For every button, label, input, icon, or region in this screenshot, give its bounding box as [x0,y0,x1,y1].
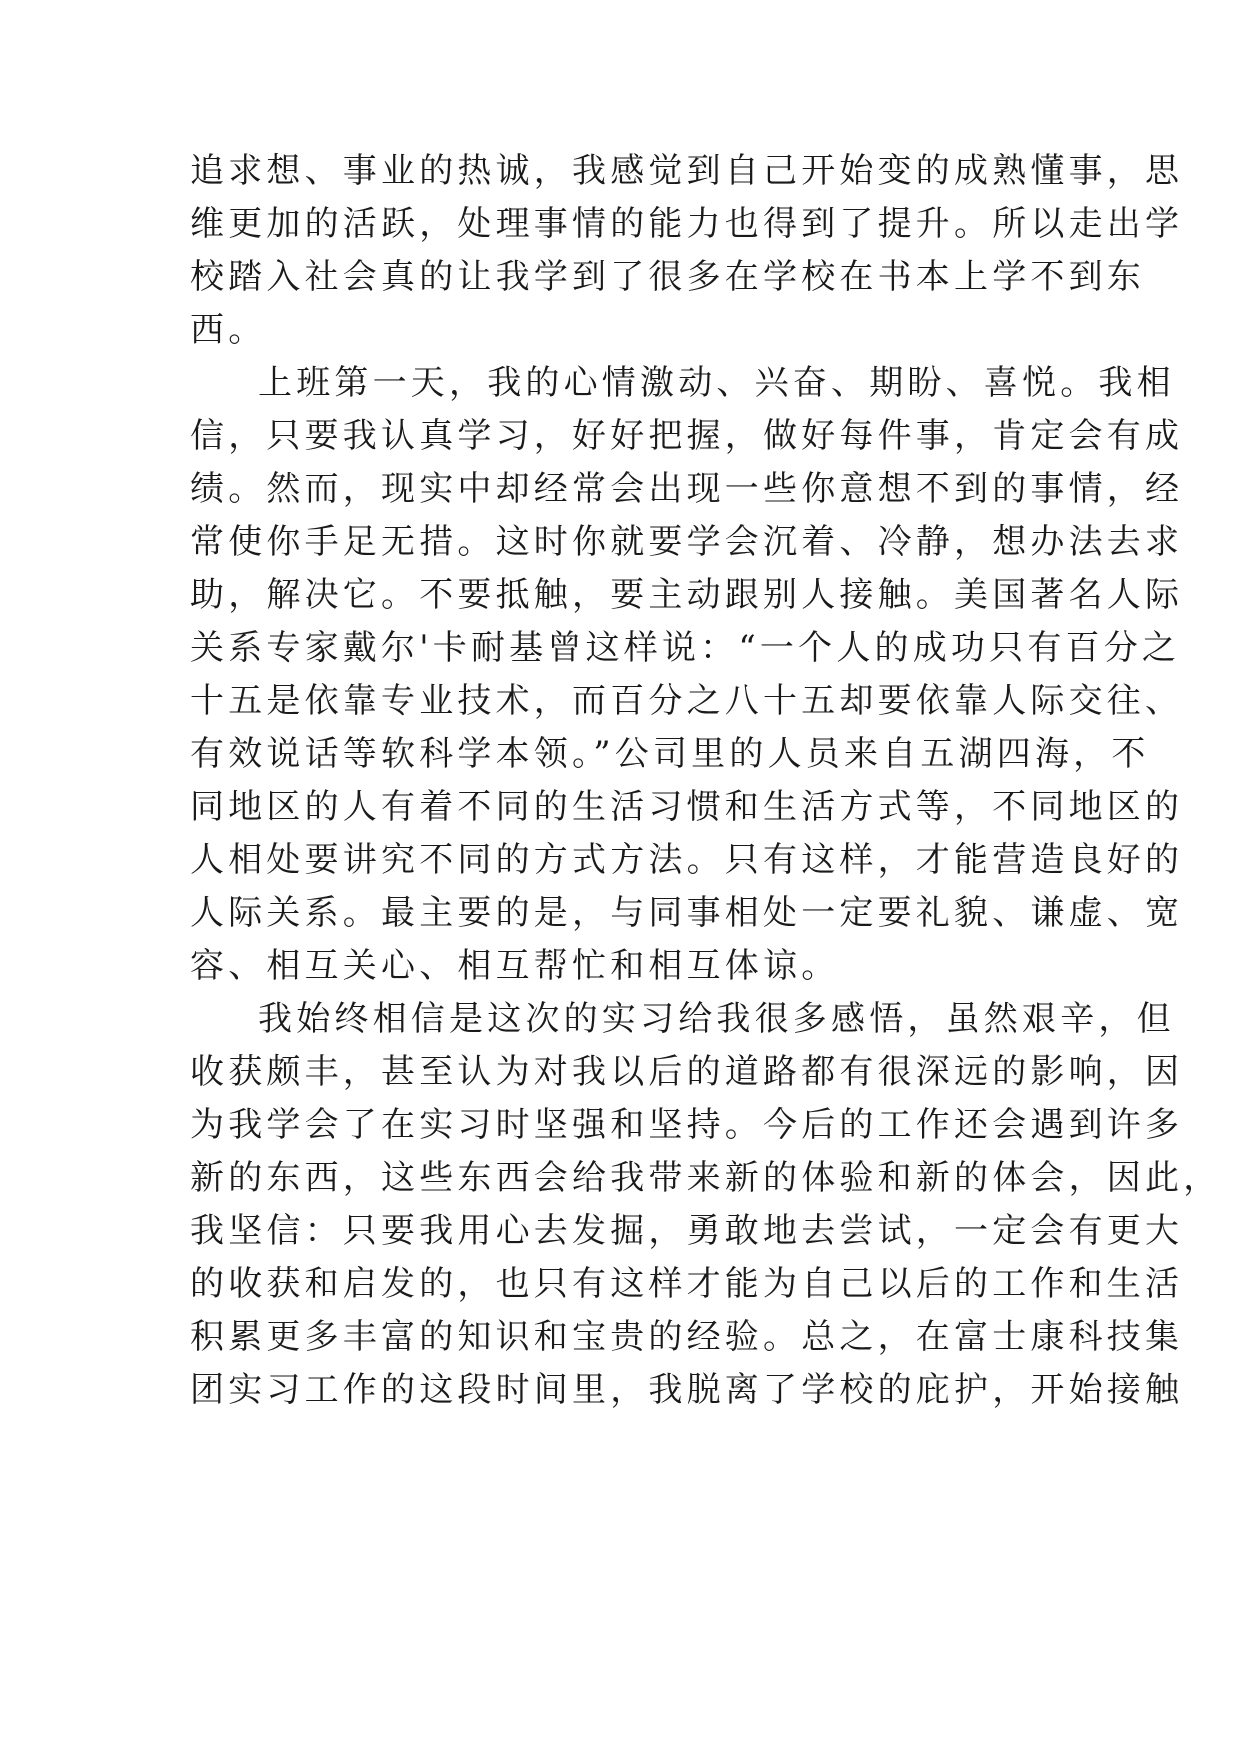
text-line: 的收获和启发的，也只有这样才能为自己以后的工作和生活 [190,1264,1184,1304]
text-line: 我坚信：只要我用心去发掘，勇敢地去尝试，一定会有更大 [190,1211,1184,1251]
text-line: 人际关系。最主要的是，与同事相处一定要礼貌、谦虚、宽 [190,893,1184,933]
text-line: 同地区的人有着不同的生活习惯和生活方式等，不同地区的 [190,787,1184,827]
text-line: 收获颇丰，甚至认为对我以后的道路都有很深远的影响，因 [190,1052,1184,1092]
text-line: 维更加的活跃，处理事情的能力也得到了提升。所以走出学 [190,204,1184,244]
text-line: 校踏入社会真的让我学到了很多在学校在书本上学不到东 [190,257,1145,297]
text-line: 积累更多丰富的知识和宝贵的经验。总之，在富士康科技集 [190,1317,1184,1357]
text-line: 团实习工作的这段时间里，我脱离了学校的庇护，开始接触 [190,1370,1184,1410]
paragraph-first-line: 上班第一天，我的心情激动、兴奋、期盼、喜悦。我相 [258,363,1175,403]
text-line: 关系专家戴尔'卡耐基曾这样说：“一个人的成功只有百分之 [190,628,1181,668]
text-line: 常使你手足无措。这时你就要学会沉着、冷静，想办法去求 [190,522,1184,562]
text-line: 人相处要讲究不同的方式方法。只有这样，才能营造良好的 [190,840,1184,880]
text-line: 为我学会了在实习时坚强和坚持。今后的工作还会遇到许多 [190,1105,1184,1145]
paragraph-first-line: 我始终相信是这次的实习给我很多感悟，虽然艰辛，但 [258,999,1175,1039]
text-line: 追求想、事业的热诚，我感觉到自己开始变的成熟懂事，思 [190,151,1184,191]
text-line: 新的东西，这些东西会给我带来新的体验和新的体会，因此， [190,1158,1222,1198]
text-line: 有效说话等软科学本领。”公司里的人员来自五湖四海，不 [190,734,1150,774]
text-line: 绩。然而，现实中却经常会出现一些你意想不到的事情，经 [190,469,1184,509]
text-line: 信，只要我认真学习，好好把握，做好每件事，肯定会有成 [190,416,1184,456]
text-line: 助，解决它。不要抵触，要主动跟别人接触。美国著名人际 [190,575,1184,615]
text-line: 西。 [190,310,267,350]
text-line: 容、相互关心、相互帮忙和相互体谅。 [190,946,840,986]
text-line: 十五是依靠专业技术，而百分之八十五却要依靠人际交往、 [190,681,1184,721]
